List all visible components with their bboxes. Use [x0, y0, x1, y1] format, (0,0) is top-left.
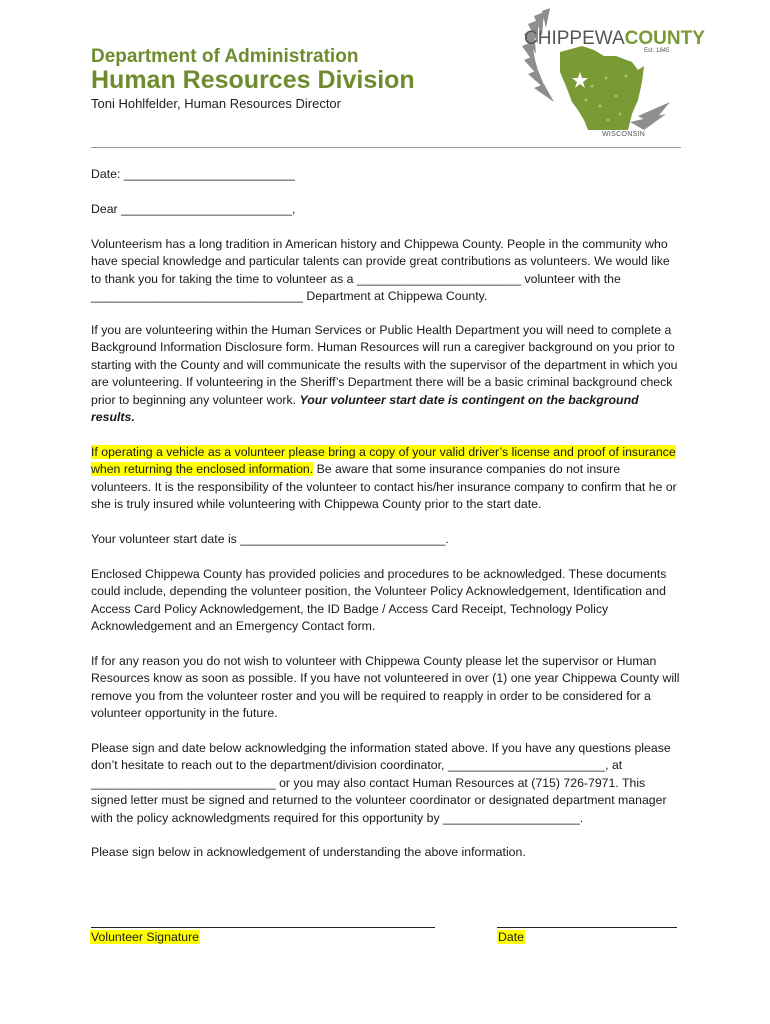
division-heading: Human Resources Division — [91, 66, 415, 94]
paragraph-background-check — [91, 322, 681, 426]
department-heading: Department of Administration — [91, 46, 359, 67]
insurance-text: Be aware that some insurance companies do not insure volunteers. It is the responsibility of the volunteer to contact his/her insurance company to confirm that he or she is truly insured while volunteering with Chippewa County prior to the start date. — [91, 462, 677, 512]
date-line: Date: _________________________ — [91, 167, 295, 181]
logo-established: Est. 1845 — [644, 48, 670, 54]
logo-word-county: COUNTY — [624, 28, 705, 49]
paragraph-withdrawal: If for any reason you do not wish to volunteer with Chippewa County please let the supervisor or Human Resources know as soon as possible. If you have not volunteered in over (1) one year Chippewa County will remove you from the volunteer roster and you will be required to reapply in order to be considered for a volunteer opportunity in the future. — [91, 654, 680, 721]
director-name: Toni Hohlfelder, Human Resources Director — [91, 96, 341, 111]
paragraph-sign-instructions: Please sign and date below acknowledging the information stated above. If you have any questions please don’t hesitate to reach out to the department/division coordinator, _______________________, at ___________________________ or you may also contact Human Resources at (715) 726-7971. This signed letter must be signed and returned to the volunteer coordinator or designated department manager with the policy acknowledgments required for this opportunity by ____________________. — [91, 741, 671, 825]
wisconsin-map-with-eagle-icon — [520, 6, 680, 146]
date-label: Date — [498, 930, 524, 944]
paragraph-acknowledgement: Please sign below in acknowledgement of understanding the above information. — [91, 845, 526, 859]
date-signature-line[interactable] — [497, 927, 677, 928]
paragraph-policies: Enclosed Chippewa County has provided policies and procedures to be acknowledged. These documents could include, depending the volunteer position, the Volunteer Policy Acknowledgement, Identification and Access Card Policy Acknowledgement, the ID Badge / Access Card Receipt, Technology Policy Acknowledgement and an Emergency Contact form. — [91, 567, 667, 634]
chippewa-county-logo — [520, 6, 705, 146]
salutation-line: Dear _________________________, — [91, 202, 296, 216]
paragraph-vehicle-insurance — [91, 444, 681, 514]
volunteer-signature-line[interactable] — [91, 927, 435, 928]
logo-state: WISCONSIN — [602, 131, 646, 138]
paragraph-intro: Volunteerism has a long tradition in American history and Chippewa County. People in the community who have special knowledge and particular talents can provide great contributions as volunteers. We would like to thank you for taking the time to volunteer as a ________________________ volunteer with the _______________________________ Department at Chippewa County. — [91, 237, 670, 304]
drivers-license-highlight: If operating a vehicle as a volunteer please bring a copy of your valid driver’s license and proof of insurance when returning the enclosed information. — [91, 445, 676, 477]
logo-wordmark — [524, 28, 705, 50]
logo-word-chippewa: CHIPPEWA — [524, 28, 625, 49]
volunteer-signature-label: Volunteer Signature — [91, 930, 200, 944]
paragraph-start-date: Your volunteer start date is ______________________________. — [91, 532, 449, 546]
background-check-text: If you are volunteering within the Human Services or Public Health Department you will need to complete a Background Information Disclosure form. Human Resources will run a caregiver background on you prior to starting with the County and will communicate the results with the supervisor of the department in which you are volunteering. If volunteering in the Sheriff’s Department there will be a basic criminal background check prior to beginning any volunteer work. — [91, 323, 678, 407]
header-divider — [91, 147, 681, 148]
start-date-contingent-note: Your volunteer start date is contingent on the background results. — [91, 392, 639, 425]
